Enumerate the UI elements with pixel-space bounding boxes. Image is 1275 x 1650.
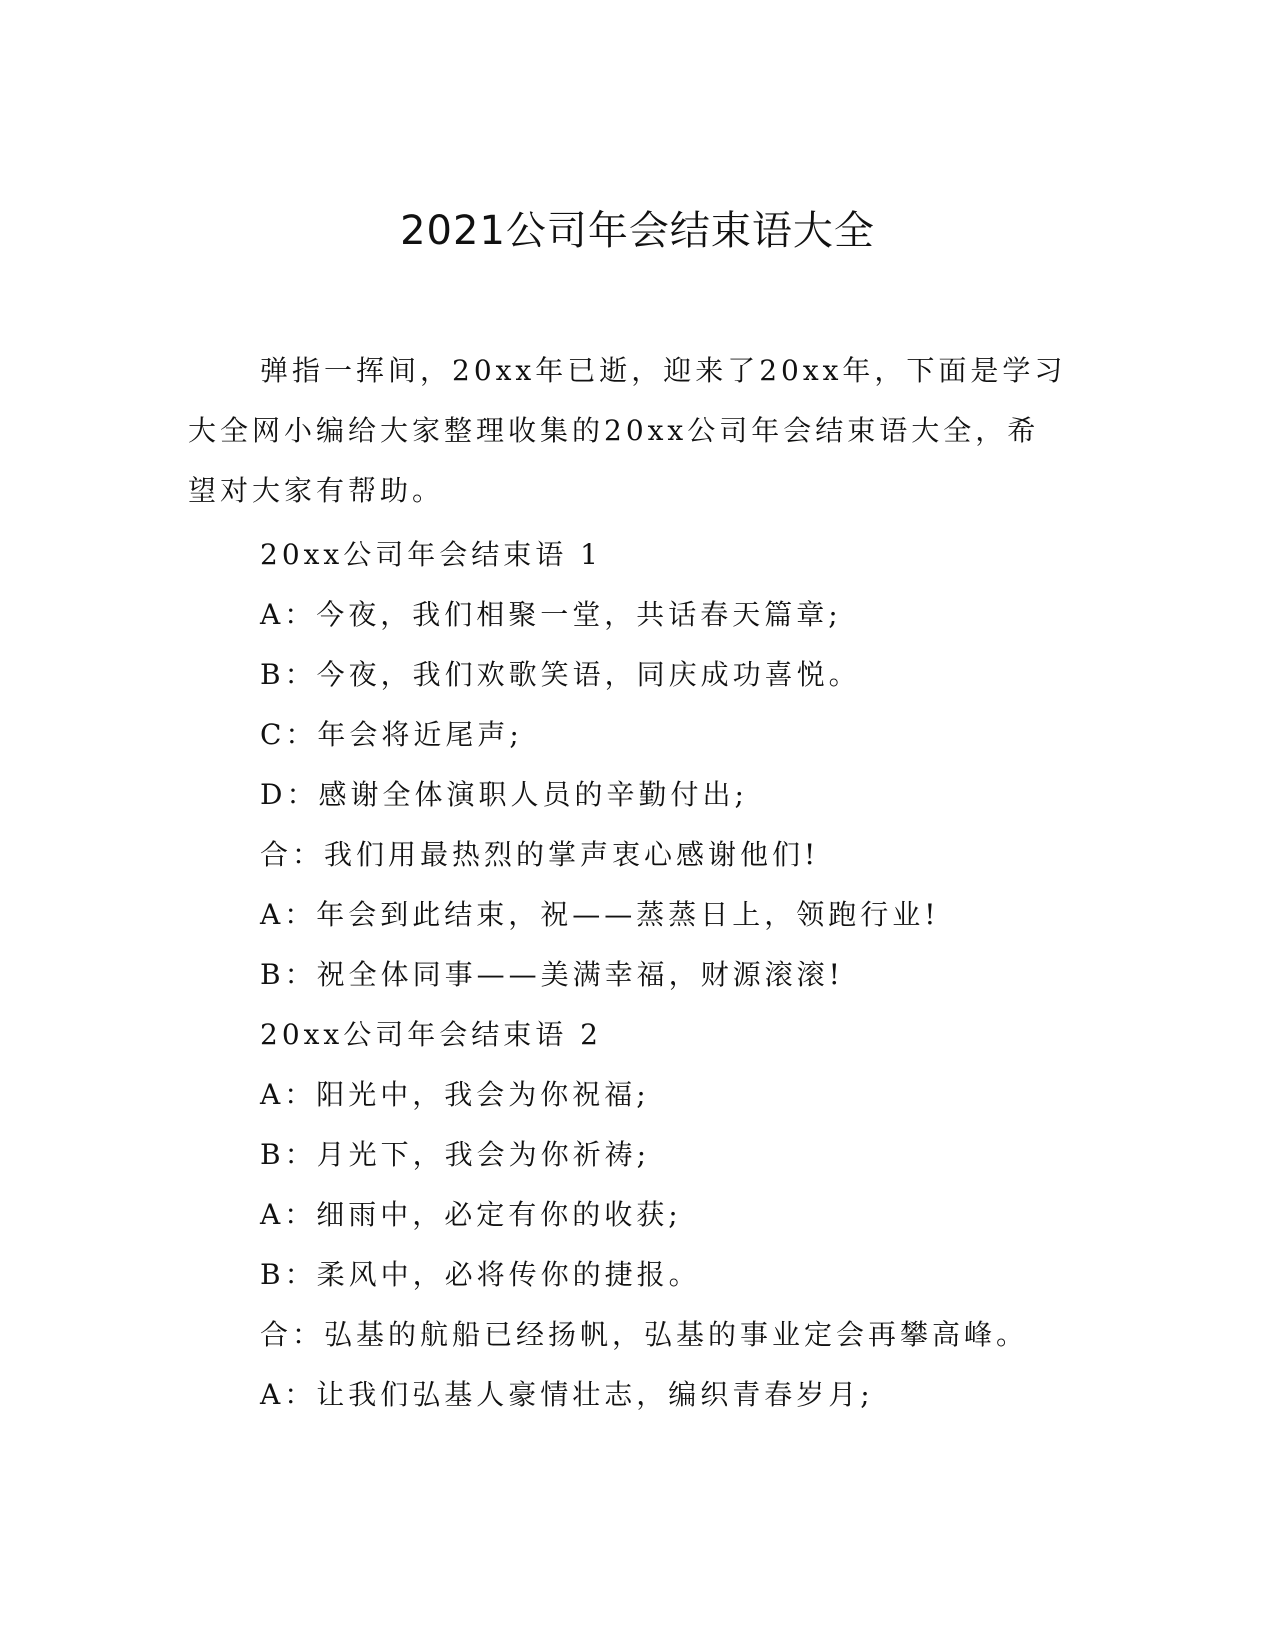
dialogue-line: B：祝全体同事——美满幸福，财源滚滚! [260,958,844,991]
document-title: 2021公司年会结束语大全 [400,208,875,254]
intro-paragraph: 弹指一挥间，20xx年已逝，迎来了20xx年，下面是学习大全网小编给大家整理收集的20xx公司年会结束语大全，希望对大家有帮助。 [188,354,1067,507]
section-heading-1: 20xx公司年会结束语 1 [260,538,602,571]
dialogue-line: B：柔风中，必将传你的捷报。 [260,1258,701,1291]
dialogue-line: A：今夜，我们相聚一堂，共话春天篇章; [260,598,842,631]
dialogue-line: B：月光下，我会为你祈祷; [260,1138,651,1171]
dialogue-line: A：年会到此结束，祝——蒸蒸日上，领跑行业! [260,898,940,931]
section-heading-2: 20xx公司年会结束语 2 [260,1018,602,1051]
dialogue-line: C：年会将近尾声; [260,718,523,751]
dialogue-line: 合：弘基的航船已经扬帆，弘基的事业定会再攀高峰。 [260,1318,1029,1351]
dialogue-line: B：今夜，我们欢歌笑语，同庆成功喜悦。 [260,658,861,691]
dialogue-line: D：感谢全体演职人员的辛勤付出; [260,778,748,811]
dialogue-line: A：让我们弘基人豪情壮志，编织青春岁月; [260,1378,874,1411]
dialogue-line: A：细雨中，必定有你的收获; [260,1198,682,1231]
body-lines [260,525,1140,1425]
dialogue-line: A：阳光中，我会为你祝福; [260,1078,650,1111]
dialogue-line: 合：我们用最热烈的掌声衷心感谢他们! [260,838,820,871]
